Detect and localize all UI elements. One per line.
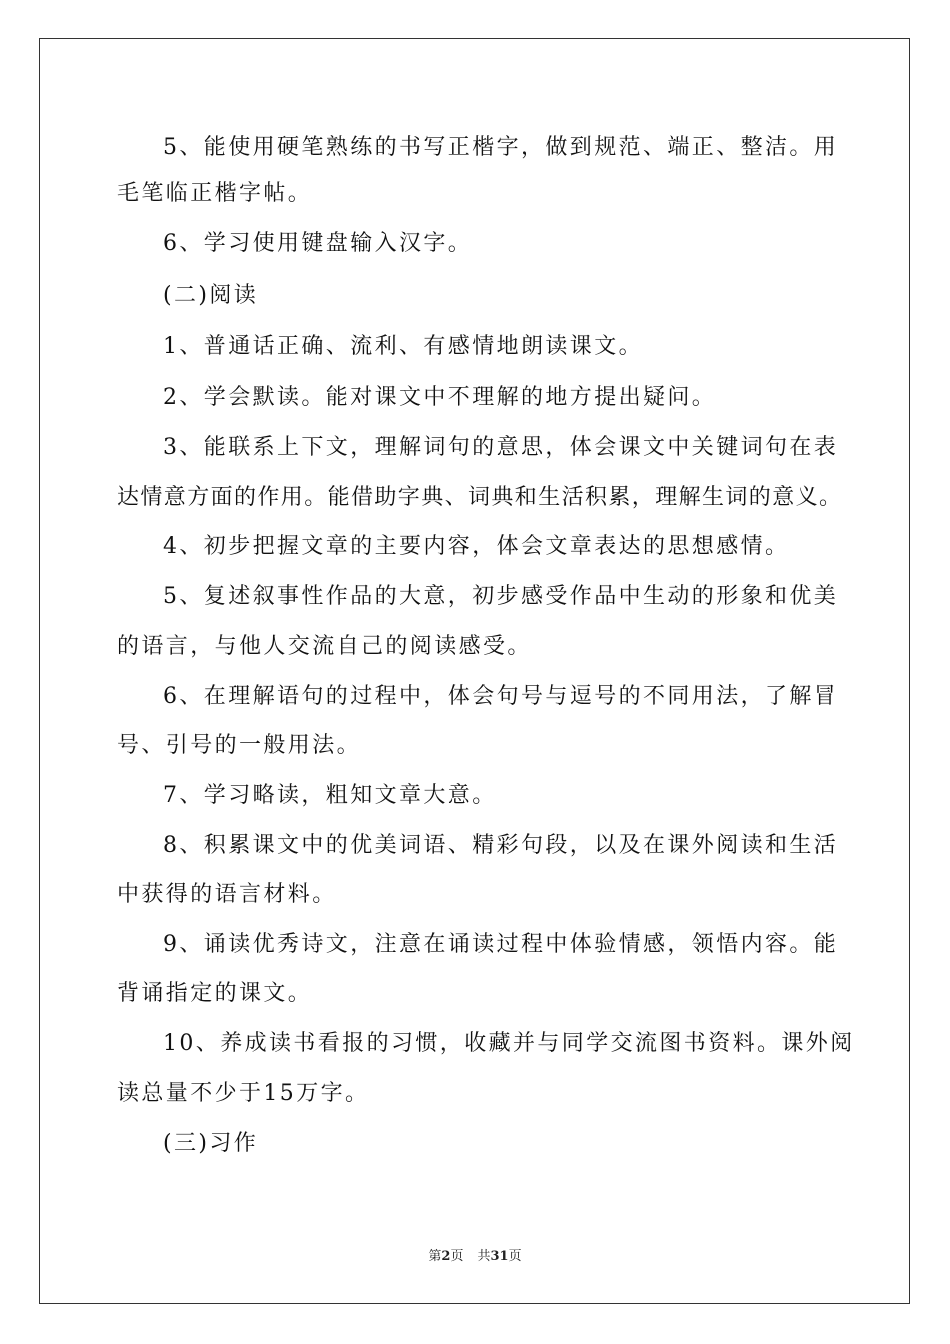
text-line: 4、初步把握文章的主要内容，体会文章表达的思想感情。 — [163, 534, 790, 559]
text-line: 背诵指定的课文。 — [117, 981, 313, 1006]
page-footer — [0, 1247, 950, 1267]
text-line: 10、养成读书看报的习惯，收藏并与同学交流图书资料。课外阅 — [163, 1031, 855, 1056]
text-line: 2、学会默读。能对课文中不理解的地方提出疑问。 — [163, 385, 717, 410]
text-line: 7、学习略读，粗知文章大意。 — [163, 783, 497, 808]
text-line: 8、积累课文中的优美词语、精彩句段，以及在课外阅读和生活 — [163, 833, 839, 858]
text-line: 6、学习使用键盘输入汉字。 — [163, 231, 473, 256]
text-line: 的语言，与他人交流自己的阅读感受。 — [117, 634, 532, 659]
text-line: 6、在理解语句的过程中，体会句号与逗号的不同用法，了解冒 — [163, 684, 839, 709]
section-heading: (三)习作 — [163, 1131, 259, 1156]
text-line: 中获得的语言材料。 — [117, 882, 337, 907]
total-prefix: 共 — [477, 1249, 491, 1264]
page-suffix: 页 — [450, 1249, 464, 1264]
text-line: 读总量不少于15万字。 — [117, 1081, 370, 1106]
page-number: 2 — [441, 1249, 451, 1264]
page-prefix: 第 — [428, 1249, 442, 1264]
section-heading: (二)阅读 — [163, 283, 259, 308]
text-line: 达情意方面的作用。能借助字典、词典和生活积累，理解生词的意义。 — [117, 485, 843, 510]
text-line: 3、能联系上下文，理解词句的意思，体会课文中关键词句在表 — [163, 435, 839, 460]
text-line: 9、诵读优秀诗文，注意在诵读过程中体验情感，领悟内容。能 — [163, 932, 839, 957]
text-line: 号、引号的一般用法。 — [117, 733, 362, 758]
total-suffix: 页 — [508, 1249, 522, 1264]
text-line: 5、复述叙事性作品的大意，初步感受作品中生动的形象和优美 — [163, 584, 839, 609]
total-pages: 31 — [490, 1249, 509, 1264]
text-line: 1、普通话正确、流利、有感情地朗读课文。 — [163, 334, 643, 359]
text-line: 毛笔临正楷字帖。 — [117, 181, 313, 206]
text-line: 5、能使用硬笔熟练的书写正楷字，做到规范、端正、整洁。用 — [163, 135, 839, 160]
